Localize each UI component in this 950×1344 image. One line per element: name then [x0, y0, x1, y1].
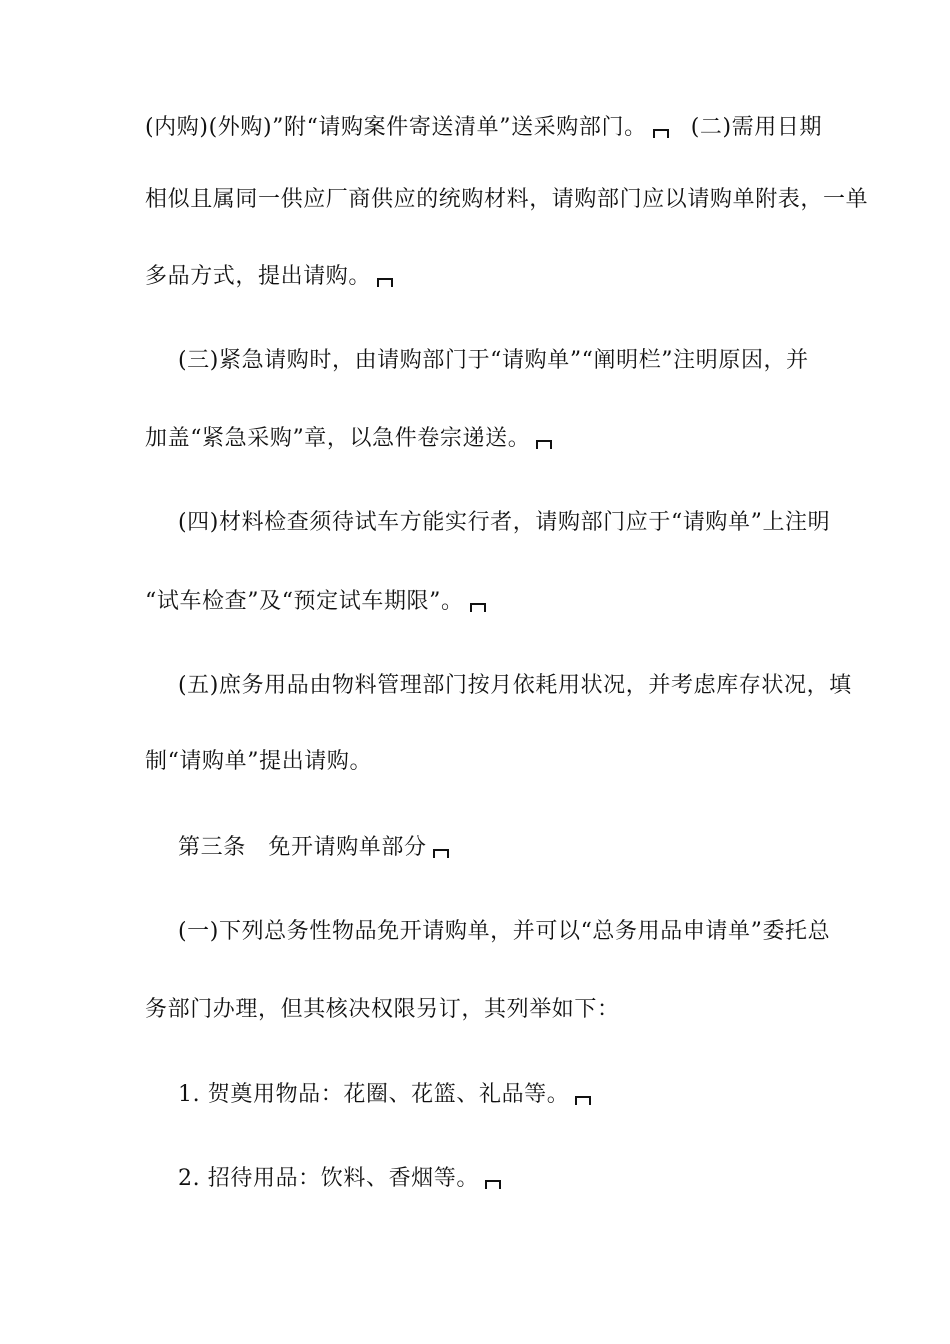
list-item-1	[178, 1080, 595, 1110]
line-text: (一)下列总务性物品免开请购单，并可以“总务用品申请单”委托总	[178, 919, 831, 944]
paragraph-line-6	[178, 508, 830, 538]
paragraph-line-7	[145, 587, 490, 617]
line-text: 1. 贺奠用物品：花圈、花篮、礼品等。	[178, 1082, 570, 1107]
line-text: 2. 招待用品：饮料、香烟等。	[178, 1166, 479, 1191]
line-text: (内购)(外购)”附“请购案件寄送清单”送采购部门。	[145, 115, 647, 140]
paragraph-mark-icon	[433, 849, 449, 858]
article-heading	[178, 833, 453, 863]
line-text-continued: (二)需用日期	[690, 115, 823, 140]
paragraph-line-11	[145, 995, 620, 1025]
paragraph-mark-icon	[377, 278, 393, 287]
paragraph-mark-icon	[485, 1180, 501, 1189]
line-text: 务部门办理，但其核决权限另订，其列举如下：	[145, 997, 620, 1022]
line-text: “试车检查”及“预定试车期限”。	[145, 589, 464, 614]
line-text: (三)紧急请购时，由请购部门于“请购单”“阐明栏”注明原因，并	[178, 348, 809, 373]
line-text: (四)材料检查须待试车方能实行者，请购部门应于“请购单”上注明	[178, 510, 831, 535]
paragraph-line-9	[145, 747, 372, 777]
paragraph-line-5	[145, 424, 556, 454]
line-text: 相似且属同一供应厂商供应的统购材料，请购部门应以请购单附表，一单	[145, 187, 869, 212]
paragraph-mark-icon	[536, 440, 552, 449]
line-text: 第三条 免开请购单部分	[178, 835, 427, 860]
paragraph-line-2	[145, 185, 868, 215]
list-item-2	[178, 1164, 505, 1194]
paragraph-line-10	[178, 917, 830, 947]
paragraph-line-4	[178, 346, 809, 376]
line-text: (五)庶务用品由物料管理部门按月依耗用状况，并考虑库存状况，填	[178, 673, 852, 698]
paragraph-mark-icon	[470, 603, 486, 612]
paragraph-line-3	[145, 262, 397, 292]
paragraph-mark-icon	[575, 1096, 591, 1105]
line-text: 制“请购单”提出请购。	[145, 749, 373, 774]
line-text: 加盖“紧急采购”章，以急件卷宗递送。	[145, 426, 531, 451]
line-text: 多品方式，提出请购。	[145, 264, 372, 289]
paragraph-line-8	[178, 671, 852, 701]
paragraph-mark-icon	[653, 129, 669, 138]
paragraph-line-1	[145, 113, 822, 143]
